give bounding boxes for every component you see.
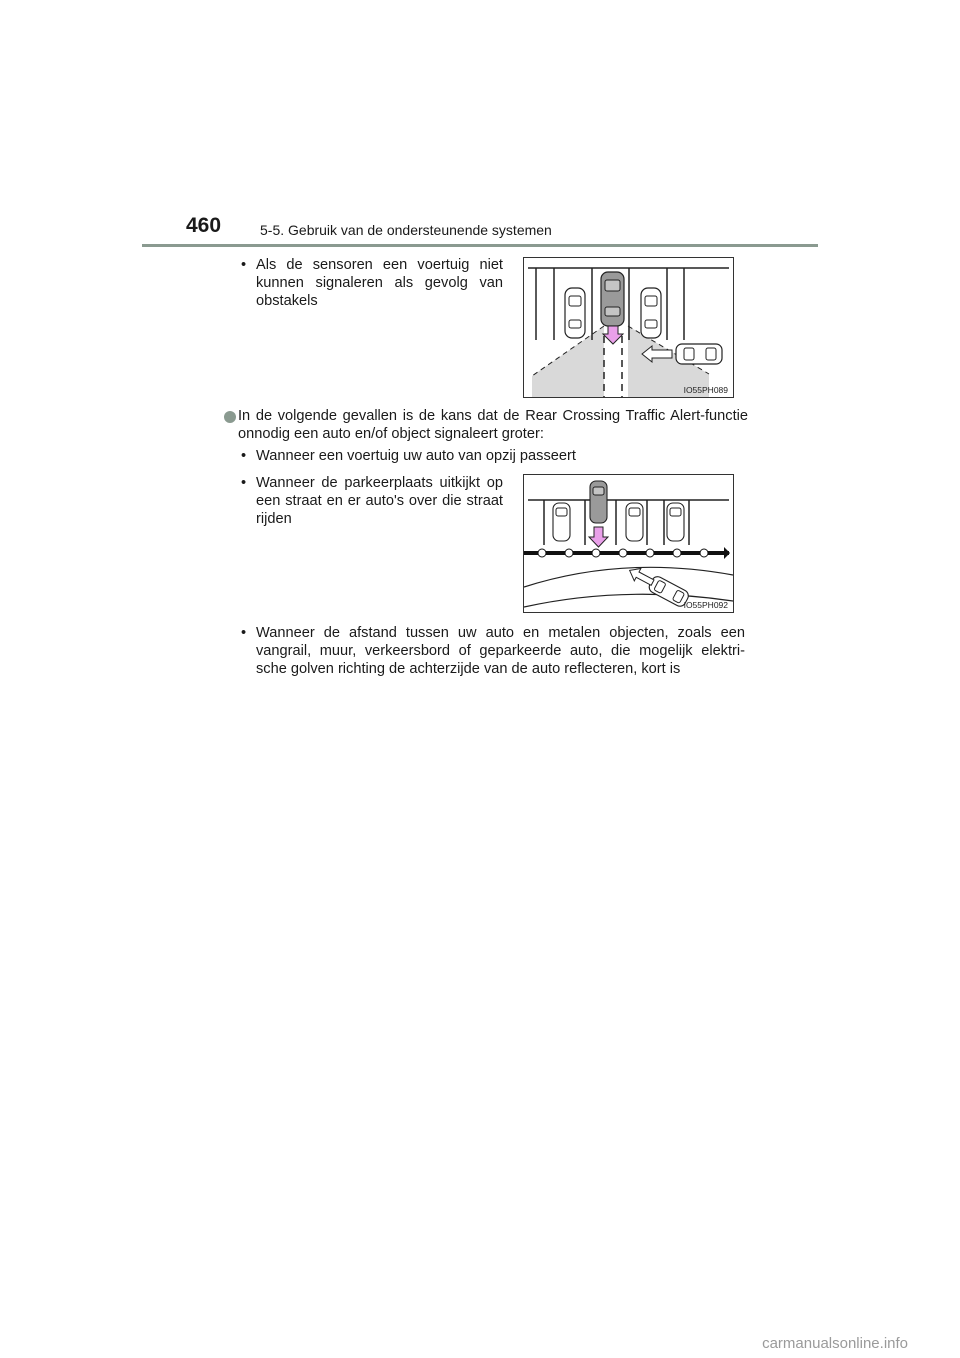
header-divider bbox=[142, 244, 818, 247]
reverse-arrow bbox=[603, 326, 623, 344]
bullet-metal-objects-line-2: vangrail, muur, verkeersbord of geparkeerde auto, die mogelijk elektri- bbox=[256, 643, 745, 660]
figure-obstacles-label: IO55PH089 bbox=[683, 385, 728, 395]
bullet-dot: • bbox=[241, 625, 247, 641]
figure-obstacles-illustration bbox=[524, 258, 733, 397]
crossing-car bbox=[676, 344, 722, 364]
circle-bullet-icon bbox=[224, 411, 236, 423]
bullet-dot: • bbox=[241, 448, 247, 464]
bullet-street-view bbox=[241, 474, 503, 529]
figure-street-illustration bbox=[524, 475, 733, 612]
watermark: carmanualsonline.info bbox=[762, 1335, 908, 1352]
bullet-street-view-text: Wanneer de parkeerplaats uitkijkt op een straat en er auto's over die straat rijden bbox=[256, 475, 503, 528]
figure-street bbox=[523, 474, 734, 613]
section-title: 5-5. Gebruik van de ondersteunende systemen bbox=[260, 222, 552, 238]
bullet-obstacles-text: Als de sensoren een voertuig niet kunnen signaleren als gevolg van obstakels bbox=[256, 257, 503, 310]
figure-street-label: IO55PH092 bbox=[683, 600, 728, 610]
parked-car-3 bbox=[667, 503, 684, 541]
bullet-obstacles bbox=[241, 256, 503, 311]
bullet-metal-objects bbox=[241, 624, 745, 679]
page-number: 460 bbox=[186, 214, 222, 237]
parked-car-2 bbox=[626, 503, 643, 541]
main-point-text: In de volgende gevallen is de kans dat de Rear Crossing Traffic Alert-functie onnodig een auto en/of object signaleert groter: bbox=[238, 408, 748, 443]
bullet-dot: • bbox=[241, 475, 247, 491]
parked-car-1 bbox=[553, 503, 570, 541]
bullet-dot: • bbox=[241, 257, 247, 273]
reverse-arrow bbox=[589, 527, 608, 547]
bullet-metal-objects-line-1: Wanneer de afstand tussen uw auto en metalen objecten, zoals een bbox=[256, 625, 745, 641]
bullet-side-pass-text: Wanneer een voertuig uw auto van opzij passeert bbox=[256, 448, 576, 464]
figure-obstacles bbox=[523, 257, 734, 398]
bullet-metal-objects-line-3: sche golven richting de achterzijde van de auto reflecteren, kort is bbox=[256, 661, 681, 678]
bullet-side-pass bbox=[241, 447, 741, 465]
